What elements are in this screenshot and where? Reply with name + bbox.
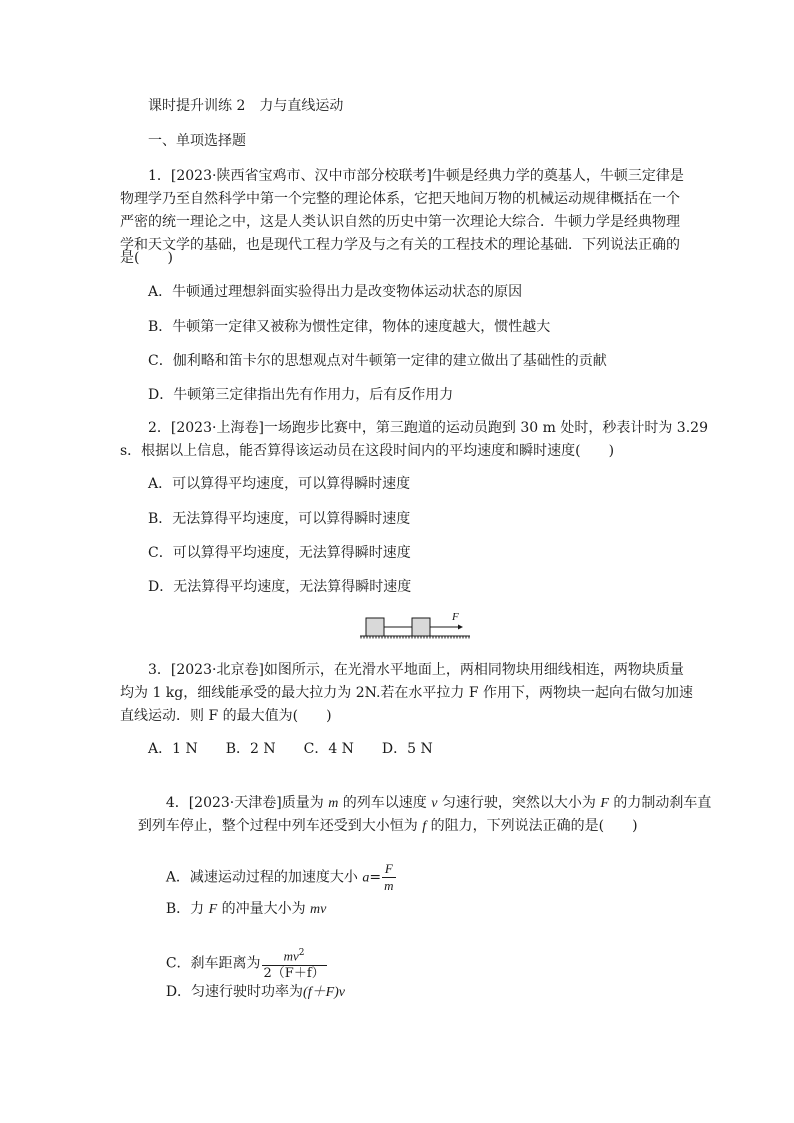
question-2-line-1: 2．[2023·上海卷]一场跑步比赛中，第三跑道的运动员跑到 30 m 处时，秒表计时为 3.29 — [148, 420, 708, 436]
blocks-figure — [360, 608, 470, 640]
q4c-num-text: mv — [283, 948, 299, 964]
q4c-text: C．刹车距离为 — [165, 955, 261, 972]
question-1-option-d: D．牛顿第三定律指出先有作用力，后有反作用力 — [148, 387, 454, 403]
q4-text: 的列车以速度 — [338, 795, 432, 811]
force-arrow-head — [458, 625, 463, 630]
q4-text: 的力制动刹车直 — [608, 795, 712, 811]
q4b-text: 的冲量大小为 — [217, 901, 311, 917]
q4-var-m: m — [328, 796, 339, 811]
question-2-option-a: A．可以算得平均速度，可以算得瞬时速度 — [148, 476, 411, 492]
question-3-line-3: 直线运动．则 F 的最大值为( ) — [120, 708, 332, 724]
question-1-option-b: B．牛顿第一定律又被称为惯性定律，物体的速度越大，惯性越大 — [148, 319, 551, 335]
q4c-denominator: 2（F＋f） — [263, 966, 325, 982]
question-1-line-4: 学和天文学的基础，也是现代工程力学及与之有关的工程技术的理论基础．下列说法正确的 — [120, 237, 680, 253]
q4a-numerator: F — [382, 862, 395, 878]
block-left — [366, 618, 384, 636]
question-1-line-3: 严密的统一理论之中，这是人类认识自然的历史中第一次理论大综合．牛顿力学是经典物理 — [120, 214, 680, 230]
question-2-option-c: C．可以算得平均速度，无法算得瞬时速度 — [148, 545, 411, 561]
q4a-text: A．减速运动过程的加速度大小 — [165, 869, 363, 886]
question-3-line-2: 均为 1 kg，细线能承受的最大拉力为 2N.若在水平拉力 F 作用下，两物块一起向右做匀加速 — [120, 685, 694, 701]
q4a-denominator: m — [384, 878, 394, 893]
question-1-line-5: 是( ) — [120, 250, 173, 266]
question-3-options: A．1 N B．2 N C．4 N D．5 N — [148, 741, 433, 757]
q4a-equals: = — [369, 869, 382, 886]
question-2-option-d: D．无法算得平均速度，无法算得瞬时速度 — [148, 579, 412, 595]
question-1-option-c: C．伽利略和笛卡尔的思想观点对牛顿第一定律的建立做出了基础性的贡献 — [148, 353, 607, 369]
question-1-option-a: A．牛顿通过理想斜面实验得出力是改变物体运动状态的原因 — [148, 284, 523, 300]
force-label: F — [452, 611, 459, 623]
q4a-var-a: a — [362, 870, 370, 886]
q4a-fraction — [382, 862, 395, 893]
q4b-text: B．力 — [165, 901, 209, 917]
question-2-line-2: s．根据以上信息，能否算得该运动员在这段时间内的平均速度和瞬时速度( ) — [120, 443, 615, 459]
q4-var-F: F — [600, 796, 609, 811]
q4b-var-F: F — [208, 902, 218, 917]
q4c-exponent: 2 — [298, 948, 305, 958]
q4-text: 的阻力，下列说法正确的是( ) — [426, 818, 638, 834]
q4-var-f: f — [422, 819, 427, 834]
question-2-option-b: B．无法算得平均速度，可以算得瞬时速度 — [148, 511, 411, 527]
section-heading: 一、单项选择题 — [148, 133, 246, 149]
page-title: 课时提升训练 2 力与直线运动 — [148, 98, 344, 114]
q4d-text: D．匀速行驶时功率为 — [165, 984, 304, 1000]
question-1-line-1: 1．[2023·陕西省宝鸡市、汉中市部分校联考]牛顿是经典力学的奠基人，牛顿三定律是 — [148, 168, 684, 184]
q4-var-v: v — [431, 796, 438, 811]
question-4-option-d — [148, 962, 345, 1023]
block-right — [412, 618, 430, 636]
q4-text: 到列车停止，整个过程中列车还受到大小恒为 — [137, 818, 423, 834]
question-1-line-2: 物理学乃至自然科学中第一个完整的理论体系，它把天地间万物的机械运动规律概括在一个 — [120, 191, 680, 207]
q4-text: 4．[2023·天津卷]质量为 — [165, 795, 329, 811]
question-3-line-1: 3．[2023·北京卷]如图所示，在光滑水平地面上，两相同物块用细线相连，两物块质量 — [148, 662, 684, 678]
q4b-value: mv — [310, 902, 327, 917]
q4d-value: (f＋F)v — [303, 985, 346, 1000]
q4-text: 匀速行驶，突然以大小为 — [437, 795, 601, 811]
